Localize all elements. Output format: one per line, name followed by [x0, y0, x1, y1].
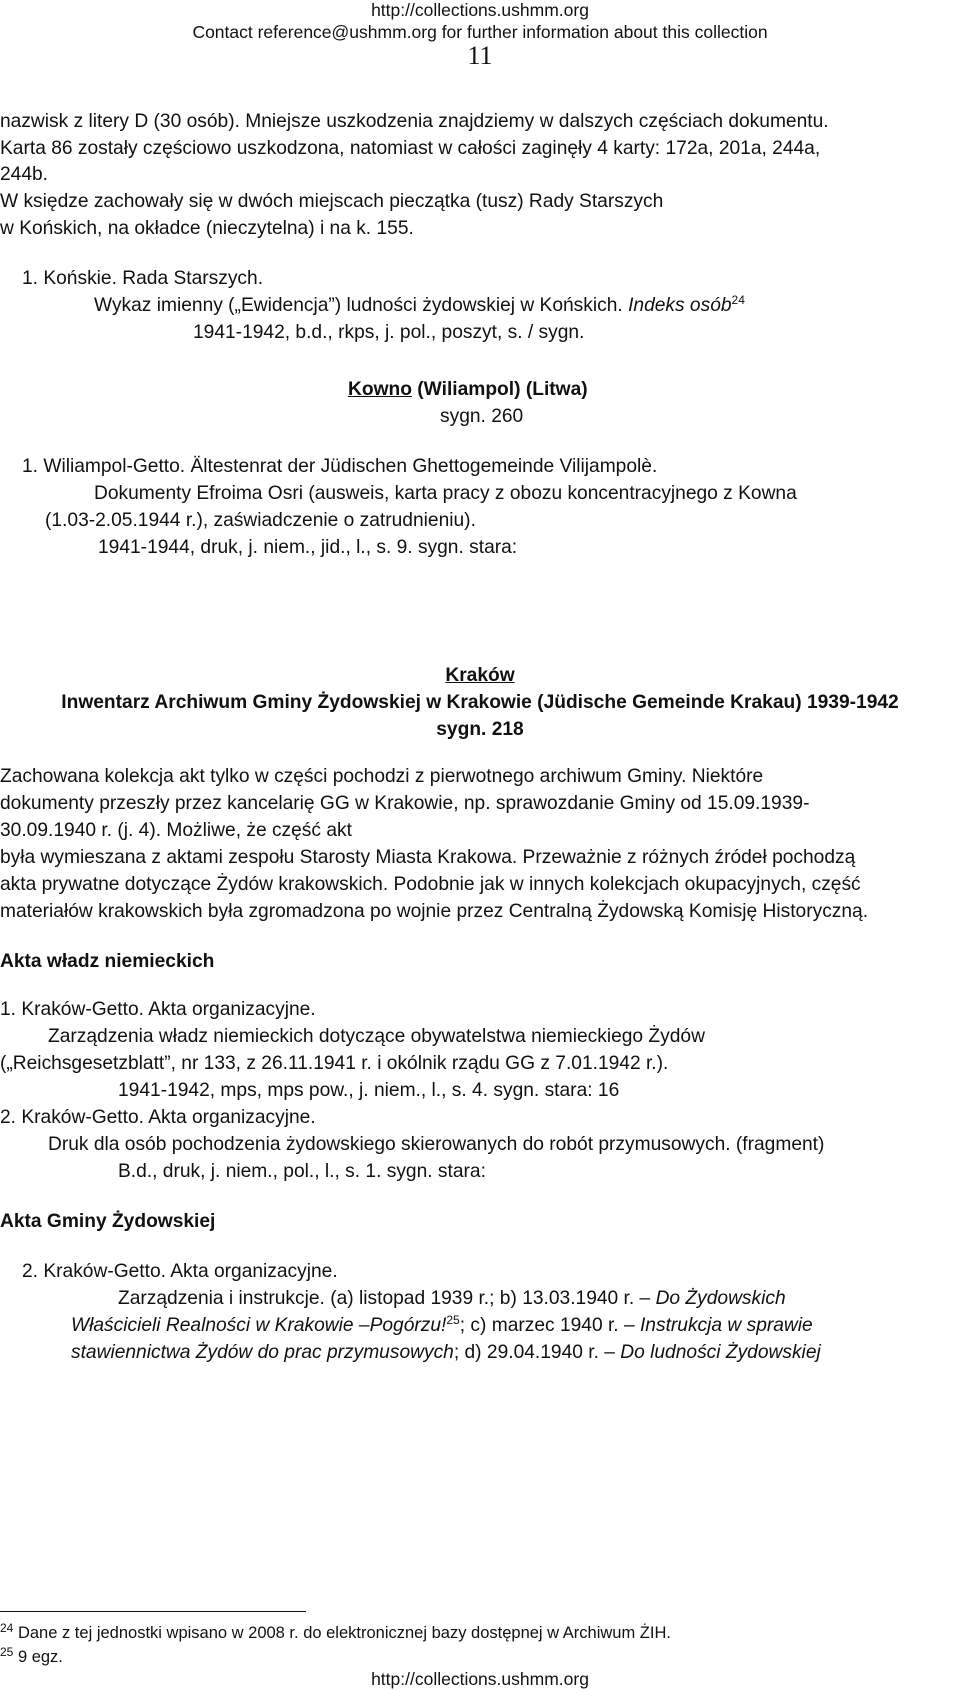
intro-line: 244b. — [0, 164, 49, 185]
header-contact: Contact reference@ushmm.org for further information about this collection — [192, 22, 768, 42]
footnote — [0, 1646, 63, 1668]
entry-description: (1.03-2.05.1944 r.), zaświadczenie o zatrudnieniu). — [45, 510, 476, 531]
description-line: dokumenty przeszły przez kancelarię GG w Krakowie, np. sprawozdanie Gminy od 15.09.1939- — [0, 793, 810, 814]
entry-description: Zarządzenia władz niemieckich dotyczące obywatelstwa niemieckiego Żydów — [48, 1026, 705, 1047]
footnote-text: Dane z tej jednostki wpisano w 2008 r. do elektronicznej bazy dostępnej w Archiwum ŻIH. — [13, 1624, 671, 1642]
subsection-heading: Akta Gminy Żydowskiej — [0, 1211, 216, 1232]
signature: sygn. 218 — [436, 719, 524, 740]
entry-title: 1. Końskie. Rada Starszych. — [22, 268, 264, 289]
description-line: była wymieszana z aktami zespołu Starosty Miasta Krakowa. Przeważnie z różnych źródeł pochodzą — [0, 847, 856, 868]
entry-description-italic: Do Żydowskich — [655, 1288, 786, 1309]
section-heading-rest: (Wiliampol) (Litwa) — [411, 379, 588, 400]
entry-description: Druk dla osób pochodzenia żydowskiego skierowanych do robót przymusowych. (fragment) — [48, 1134, 825, 1155]
section-heading: Kraków — [445, 665, 515, 686]
intro-line: nazwisk z litery D (30 osób). Mniejsze uszkodzenia znajdziemy w dalszych częściach dokumentu. — [0, 111, 829, 132]
section-heading-underlined: Kowno — [348, 379, 412, 400]
subsection-heading: Akta władz niemieckich — [0, 951, 215, 972]
entry-meta: 1941-1944, druk, j. niem., jid., l., s. 9. sygn. stara: — [98, 537, 518, 558]
entry-description-italic: stawiennictwa Żydów do prac przymusowych — [71, 1342, 454, 1363]
page-number: 11 — [467, 41, 493, 70]
entry-description-text: ; d) 29.04.1940 r. – — [453, 1342, 621, 1363]
description-line: 30.09.1940 r. (j. 4). Możliwe, że część akt — [0, 820, 352, 841]
section-subheading: Inwentarz Archiwum Gminy Żydowskiej w Krakowie (Jüdische Gemeinde Krakau) 1939-1942 — [61, 692, 899, 713]
footnote-ref[interactable]: 25 — [446, 1313, 460, 1327]
entry-description — [118, 1285, 786, 1312]
intro-line: W księdze zachowały się w dwóch miejscach pieczątka (tusz) Rady Starszych — [0, 191, 664, 212]
entry-description: Dokumenty Efroima Osri (ausweis, karta pracy z obozu koncentracyjnego z Kowna — [94, 483, 797, 504]
footnote-divider — [0, 1611, 306, 1612]
entry-description — [71, 1339, 821, 1366]
header-url: http://collections.ushmm.org — [371, 0, 589, 20]
entry-description-text: ; c) marzec 1940 r. – — [459, 1315, 640, 1336]
intro-line: Karta 86 zostały częściowo uszkodzona, natomiast w całości zaginęły 4 karty: 172a, 201a, 244a, — [0, 138, 821, 159]
description-line: materiałów krakowskich była zgromadzona po wojnie przez Centralną Żydowską Komisję Historyczną. — [0, 901, 869, 922]
entry-meta: B.d., druk, j. niem., pol., l., s. 1. sygn. stara: — [118, 1161, 486, 1182]
intro-line: w Końskich, na okładce (nieczytelna) i na k. 155. — [0, 218, 414, 239]
footnote-number: 24 — [0, 1621, 14, 1635]
entry-meta: 1941-1942, b.d., rkps, j. pol., poszyt, s. / sygn. — [193, 322, 585, 343]
footnote-ref[interactable]: 24 — [731, 293, 745, 307]
section-heading — [348, 376, 588, 403]
entry-description-italic: Właścicieli Realności w Krakowie –Pogórzu! — [71, 1315, 447, 1336]
entry-description-italic: Do ludności Żydowskiej — [620, 1342, 821, 1363]
entry-description: („Reichsgesetzblatt”, nr 133, z 26.11.1941 r. i okólnik rządu GG z 7.01.1942 r.). — [0, 1053, 669, 1074]
entry-title: 1. Kraków-Getto. Akta organizacyjne. — [0, 999, 316, 1020]
entry-title: 2. Kraków-Getto. Akta organizacyjne. — [0, 1107, 316, 1128]
footnote-text: 9 egz. — [13, 1648, 63, 1666]
signature: sygn. 260 — [440, 406, 524, 427]
footnote — [0, 1622, 671, 1644]
description-line: Zachowana kolekcja akt tylko w części pochodzi z pierwotnego archiwum Gminy. Niektóre — [0, 766, 764, 787]
entry-title: 2. Kraków-Getto. Akta organizacyjne. — [22, 1261, 338, 1282]
entry-description-italic: Indeks osób — [628, 295, 732, 316]
footer-url: http://collections.ushmm.org — [371, 1669, 589, 1689]
description-line: akta prywatne dotyczące Żydów krakowskich. Podobnie jak w innych kolekcjach okupacyjnych, część — [0, 874, 861, 895]
entry-description-text: Wykaz imienny („Ewidencja”) ludności żydowskiej w Końskich. — [94, 295, 629, 316]
entry-meta: 1941-1942, mps, mps pow., j. niem., l., s. 4. sygn. stara: 16 — [118, 1080, 620, 1101]
footnote-number: 25 — [0, 1645, 14, 1659]
entry-description-text: Zarządzenia i instrukcje. (a) listopad 1939 r.; b) 13.03.1940 r. – — [118, 1288, 656, 1309]
entry-description — [94, 292, 745, 319]
entry-description-italic: Instrukcja w sprawie — [639, 1315, 813, 1336]
entry-title: 1. Wiliampol-Getto. Ältestenrat der Jüdischen Ghettogemeinde Vilijampolè. — [22, 456, 658, 477]
entry-description — [71, 1312, 813, 1339]
